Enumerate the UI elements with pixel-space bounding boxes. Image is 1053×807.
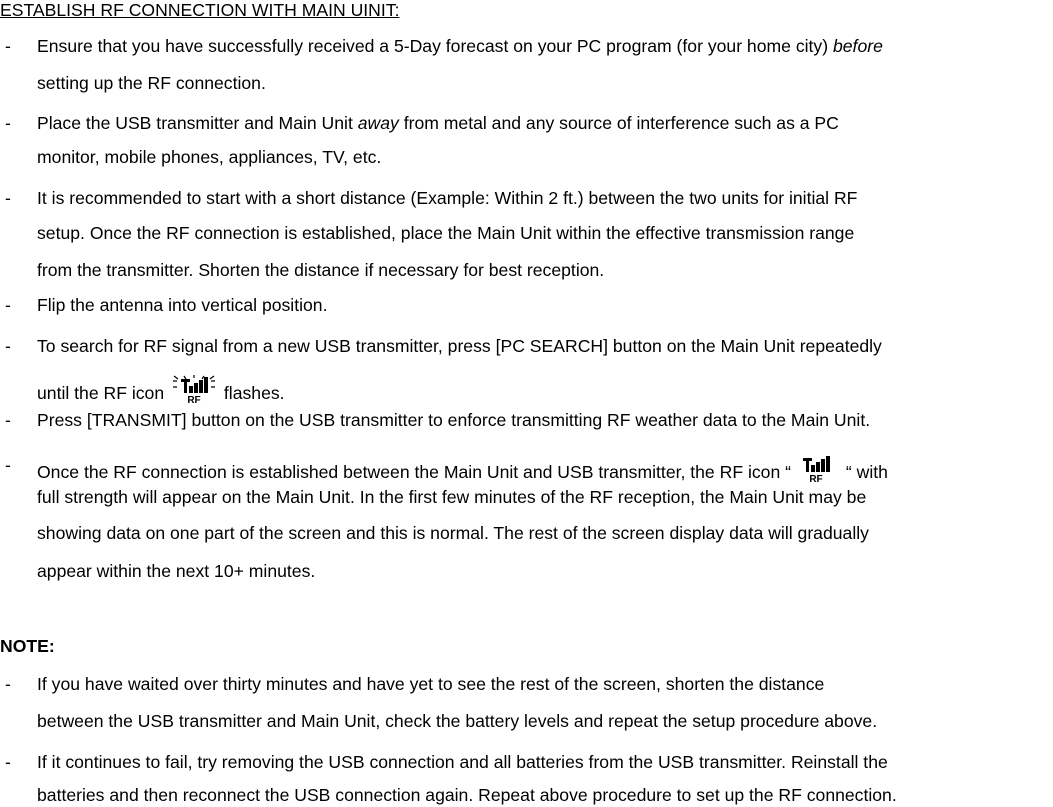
- svg-text:RF: RF: [187, 395, 201, 405]
- bullet-dash: -: [5, 36, 11, 56]
- bullet-dash: -: [5, 674, 11, 694]
- instruction-3-line: It is recommended to start with a short distance (Example: Within 2 ft.) between the two units for initial RF: [37, 188, 858, 208]
- bullet-dash: -: [5, 410, 11, 430]
- bullet-dash: -: [5, 752, 11, 772]
- instruction-7-line: Once the RF connection is established between the Main Unit and USB transmitter, the RF icon “ RF “ with: [37, 454, 888, 489]
- section-title: ESTABLISH RF CONNECTION WITH MAIN UINIT:: [0, 0, 400, 20]
- svg-text:RF: RF: [809, 474, 823, 484]
- bullet-dash: -: [5, 336, 11, 356]
- emphasis-text: away: [357, 113, 399, 133]
- bullet-dash: -: [5, 455, 11, 475]
- instruction-4-line: Flip the antenna into vertical position.: [37, 295, 328, 315]
- instruction-1-line: Ensure that you have successfully received a 5-Day forecast on your PC program (for your home city) before: [37, 36, 883, 56]
- instruction-5-line: To search for RF signal from a new USB transmitter, press [PC SEARCH] button on the Main Unit repeatedly: [37, 336, 882, 356]
- instruction-6-line: Press [TRANSMIT] button on the USB transmitter to enforce transmitting RF weather data to the Main Unit.: [37, 410, 871, 430]
- bullet-dash: -: [5, 188, 11, 208]
- instruction-3-line: from the transmitter. Shorten the distance if necessary for best reception.: [37, 260, 605, 280]
- rf-flashing-icon: [171, 375, 217, 410]
- bullet-dash: -: [5, 113, 11, 133]
- bullet-dash: -: [5, 295, 11, 315]
- instruction-2-line: monitor, mobile phones, appliances, TV, etc.: [37, 147, 382, 167]
- note-1-line: If you have waited over thirty minutes and have yet to see the rest of the screen, shorten the distance: [37, 674, 825, 694]
- instruction-7-line: appear within the next 10+ minutes.: [37, 561, 316, 581]
- note-2-line: batteries and then reconnect the USB connection again. Repeat above procedure to set up the RF connection.: [37, 785, 897, 805]
- instruction-1-line: setting up the RF connection.: [37, 73, 266, 93]
- instruction-3-line: setup. Once the RF connection is established, place the Main Unit within the effective transmission range: [37, 223, 855, 243]
- note-heading: NOTE:: [0, 636, 55, 656]
- note-2-line: If it continues to fail, try removing the USB connection and all batteries from the USB transmitter. Reinstall the: [37, 752, 888, 772]
- instruction-5-line: until the RF icon RF flashes.: [37, 375, 285, 410]
- instruction-7-line: showing data on one part of the screen and this is normal. The rest of the screen display data will gradually: [37, 523, 869, 543]
- emphasis-text: before: [832, 36, 883, 56]
- instruction-7-line: full strength will appear on the Main Unit. In the first few minutes of the RF reception, the Main Unit may be: [37, 487, 867, 507]
- rf-full-strength-icon: [793, 454, 839, 489]
- note-1-line: between the USB transmitter and Main Unit, check the battery levels and repeat the setup procedure above.: [37, 711, 878, 731]
- instruction-2-line: Place the USB transmitter and Main Unit away from metal and any source of interference such as a PC: [37, 113, 839, 133]
